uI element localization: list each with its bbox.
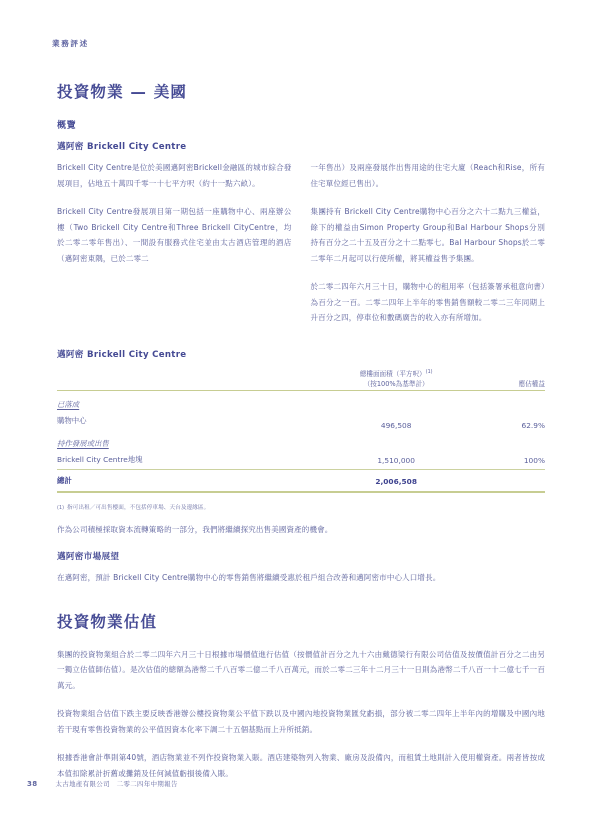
overview-heading: 概覽: [57, 121, 77, 132]
table-group-equity: [462, 430, 545, 450]
table-header-blank: [57, 368, 330, 391]
table-total-gfa: 2,006,508: [330, 469, 462, 492]
paragraph: 集團持有 Brickell City Centre購物中心百分之六十二點九三權益，餘下的權益由Simon Property Group和Bal Harbour Shops分別持有百分之二十五及百分之十二點零七。Bal Harbour Shops於二零二零年二月起可以行使所權，將其權益售予集團。: [310, 207, 545, 263]
paragraph: Brickell City Centre發展項目第一期包括一座購物中心、兩座辦公樓（Two Brickell City Centre和Three Brickell CityCentre，均於二零二零年售出）、一間設有服務式住宅並由太古酒店管理的酒店（邁阿密東隅，已於二零二: [57, 207, 292, 263]
table-cell-label: Brickell City Centre地塊: [57, 450, 330, 470]
property-table-block: [57, 348, 545, 513]
table-footnote-mark: (1): [57, 505, 65, 511]
table-total-row: [57, 469, 545, 492]
table-header-gfa: [330, 368, 462, 391]
table-footnote-text: 指可出租／可出售樓面，不包括停車場、天台及邊緣區。: [67, 504, 210, 511]
post-table-paragraph: 作為公司積極採取資本流轉策略的一部分，我們將繼續探究出售美國資產的機會。: [57, 524, 333, 534]
table-row: [57, 411, 545, 430]
table-total-equity: [462, 469, 545, 492]
table-cell-label: 購物中心: [57, 415, 87, 425]
page-content: [57, 82, 545, 794]
table-row: [57, 450, 545, 470]
outlook-paragraph: 在邁阿密，預計 Brickell City Centre購物中心的零售銷售將繼續受惠於租戶組合改善和邁阿密市中心人口增長。: [57, 573, 441, 583]
table-cell-equity: 62.9%: [521, 420, 545, 430]
text-column-left: [57, 160, 292, 326]
table-header-row: [57, 368, 545, 391]
page-footer: [27, 779, 178, 788]
table-group-equity: [462, 390, 545, 411]
table-header-equity: 應佔權益: [462, 368, 545, 391]
two-column-text: [57, 160, 545, 326]
table-cell-equity: 100%: [462, 450, 545, 470]
table-group-gfa: [330, 430, 462, 450]
table-header-gfa-footnote-mark: (1): [425, 369, 433, 375]
table-group-gfa: [330, 390, 462, 411]
table-body: [57, 390, 545, 492]
valuation-title: 投資物業估值: [57, 612, 158, 631]
paragraph: 一年售出）及兩座發展作出售用途的住宅大廈（Reach和Rise，所有住宅單位經已售出）。: [310, 163, 545, 188]
spacer: [57, 513, 545, 522]
section-title: 投資物業 — 美國: [57, 83, 188, 101]
paragraph: 於二零二四年六月三十日，購物中心的租用率（包括簽署承租意向書）為百分之一百。二零二四年上半年的零售銷售額較二零二三年同期上升百分之四，停車位和數碼廣告的收入亦有所增加。: [310, 282, 545, 323]
table-group-row: [57, 430, 545, 450]
table-group-label: 已落成: [57, 399, 80, 409]
property-heading: 邁阿密 Brickell City Centre: [57, 142, 187, 153]
table-header-gfa-line1: 總樓面面積（平方呎）: [359, 369, 426, 378]
valuation-paragraph: 根據香港會計準則第40號，酒店物業並不列作投資物業入賬。酒店建築物列入物業、廠房及設備內，而租賃土地則計入使用權資產。兩者皆按成本值扣除累計折舊或攤銷及任何減值虧損後備入賬。: [57, 753, 545, 778]
outlook-heading: 邁阿密市場展望: [57, 552, 120, 563]
table-footnote: [57, 504, 545, 513]
table-cell-gfa: 496,508: [380, 420, 412, 430]
text-column-right: [311, 160, 546, 326]
table-total-label: 總計: [57, 469, 330, 492]
valuation-paragraph: 投資物業組合估值下跌主要反映香港辦公樓投資物業公平值下跌以及中國內地投資物業匯兌虧損，部分被二零二四年上半年內的增購及中國內地若干現有零售投資物業的公平值因資本化率下調二十五個基點而上升所抵銷。: [57, 709, 545, 734]
table-header-gfa-line2: （按100%為基準計）: [363, 380, 429, 389]
table-group-label: 持作發展或出售: [57, 438, 109, 448]
table-group-row: [57, 390, 545, 411]
table-title: 邁阿密 Brickell City Centre: [57, 349, 187, 360]
page-number: 38: [27, 780, 38, 788]
table-cell-gfa: 1,510,000: [330, 450, 462, 470]
property-table: [57, 368, 545, 493]
footer-document-name: 太古地產有限公司 二零二四年中期報告: [55, 780, 178, 788]
valuation-paragraph: 集團的投資物業組合於二零二四年六月三十日根據市場價值進行估值（按價值計百分之九十六由戴德梁行有限公司估值及按價值計百分之二由另一獨立估值師估值）。是次估值的總額為港幣二千八百零二億二千八百萬元，而於二零二三年十二月三十一日則為港幣二千八百一十二億七千一百萬元。: [57, 649, 545, 690]
paragraph: Brickell City Centre是位於美國邁阿密Brickell金融區的城市綜合發展項目，佔地五十萬四千零一十七平方呎（約十一點六畝）。: [57, 163, 292, 188]
running-header: 業務評述: [52, 39, 89, 48]
